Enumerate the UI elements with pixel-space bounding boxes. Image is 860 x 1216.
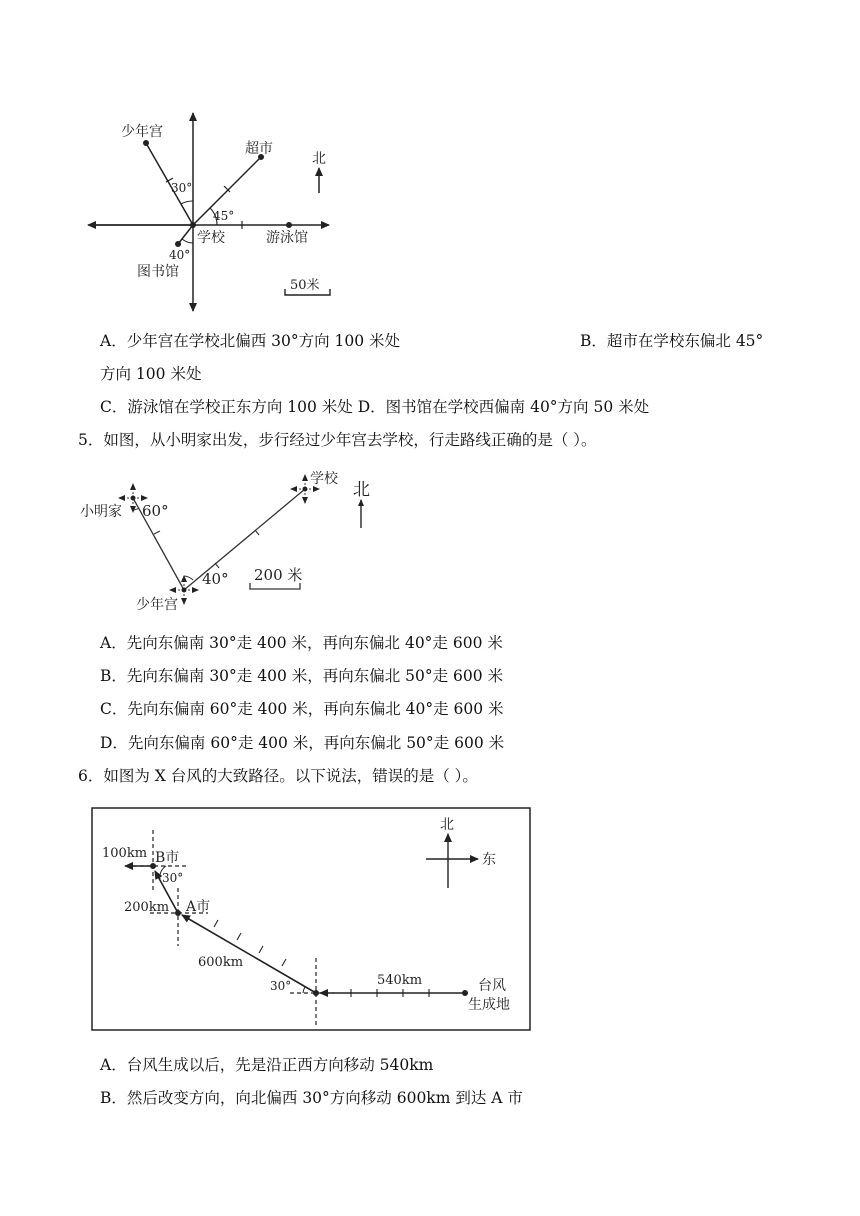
label-100km: 100km [102, 846, 148, 861]
label-origin-2: 生成地 [468, 997, 510, 1013]
q4-option-b[interactable]: B．超市在学校东偏北 45° [580, 332, 764, 350]
label-market: 超市 [245, 141, 273, 157]
label-library: 图书馆 [137, 264, 179, 280]
q4-option-a[interactable]: A．少年宫在学校北偏西 30°方向 100 米处 [100, 332, 401, 350]
label-angle-40-q5: 40° [202, 570, 229, 588]
q5-option-b[interactable]: B．先向东偏南 30°走 400 米，再向东偏北 50°走 600 米 [100, 667, 504, 685]
label-540km: 540km [377, 973, 423, 988]
label-angle-30-b: 30° [162, 871, 184, 885]
point-turn [313, 990, 319, 996]
point-city-a [175, 910, 181, 916]
figure-school-map [0, 0, 860, 320]
q5-option-c[interactable]: C．先向东偏南 60°走 400 米，再向东偏北 40°走 600 米 [100, 700, 504, 718]
point-palace-q5 [182, 588, 187, 593]
label-home: 小明家 [80, 504, 122, 520]
label-city-a: A市 [186, 899, 211, 915]
q4-options-c-d[interactable]: C．游泳馆在学校正东方向 100 米处 D．图书馆在学校西偏南 40°方向 50 米处 [100, 398, 650, 416]
path-600 [182, 915, 316, 993]
label-angle-30: 30° [171, 181, 193, 195]
figure-walk-route [0, 455, 860, 615]
label-east-q6: 东 [482, 852, 496, 868]
arc-40-q5 [184, 576, 193, 580]
figure-typhoon-path [0, 800, 860, 1040]
label-200km: 200km [124, 900, 170, 915]
crosshair-a [150, 888, 211, 946]
typhoon-frame [92, 808, 530, 1030]
q6-option-a[interactable]: A．台风生成以后，先是沿正西方向移动 540km [100, 1056, 434, 1074]
label-north: 北 [312, 151, 326, 167]
label-angle-30-turn: 30° [270, 979, 292, 993]
route-tick [255, 530, 259, 535]
arc-40 [182, 239, 193, 243]
arc-30 [181, 201, 193, 204]
label-angle-40: 40° [169, 248, 191, 262]
label-angle-60: 60° [142, 502, 169, 520]
point-school [190, 222, 196, 228]
point-pool [286, 222, 292, 228]
label-600km: 600km [198, 955, 244, 970]
label-scale-q5: 200 米 [254, 566, 303, 584]
label-angle-45: 45° [213, 209, 235, 223]
label-palace: 少年宫 [121, 124, 163, 140]
label-north-q5: 北 [353, 480, 370, 500]
q5-option-d[interactable]: D．先向东偏南 60°走 400 米，再向东偏北 50°走 600 米 [100, 734, 505, 752]
crosshair-turn [290, 958, 334, 1026]
label-school-q5: 学校 [310, 471, 338, 487]
q6-stem: 6．如图为 X 台风的大致路径。以下说法，错误的是（ ）。 [78, 767, 478, 785]
label-pool: 游泳馆 [266, 230, 308, 246]
point-school-q5 [303, 487, 308, 492]
label-palace-q5: 少年宫 [136, 597, 178, 613]
arc-30-turn [303, 987, 305, 993]
point-palace [143, 140, 149, 146]
label-school: 学校 [197, 230, 225, 246]
route-tick [154, 531, 160, 534]
q5-option-a[interactable]: A．先向东偏南 30°走 400 米，再向东偏北 40°走 600 米 [100, 634, 503, 652]
point-library [175, 241, 181, 247]
arc-60 [133, 508, 139, 510]
point-origin [462, 990, 468, 996]
label-origin-1: 台风 [478, 978, 506, 994]
route-tick [215, 563, 219, 568]
point-home [131, 496, 136, 501]
q6-option-b[interactable]: B．然后改变方向，向北偏西 30°方向移动 600km 到达 A 市 [100, 1089, 523, 1107]
label-city-b: B市 [155, 850, 180, 866]
label-north-q6: 北 [440, 817, 454, 833]
label-scale: 50米 [290, 278, 320, 293]
q4-option-b-continued: 方向 100 米处 [100, 365, 202, 383]
q5-stem: 5．如图，从小明家出发，步行经过少年宫去学校，行走路线正确的是（ ）。 [78, 431, 597, 449]
